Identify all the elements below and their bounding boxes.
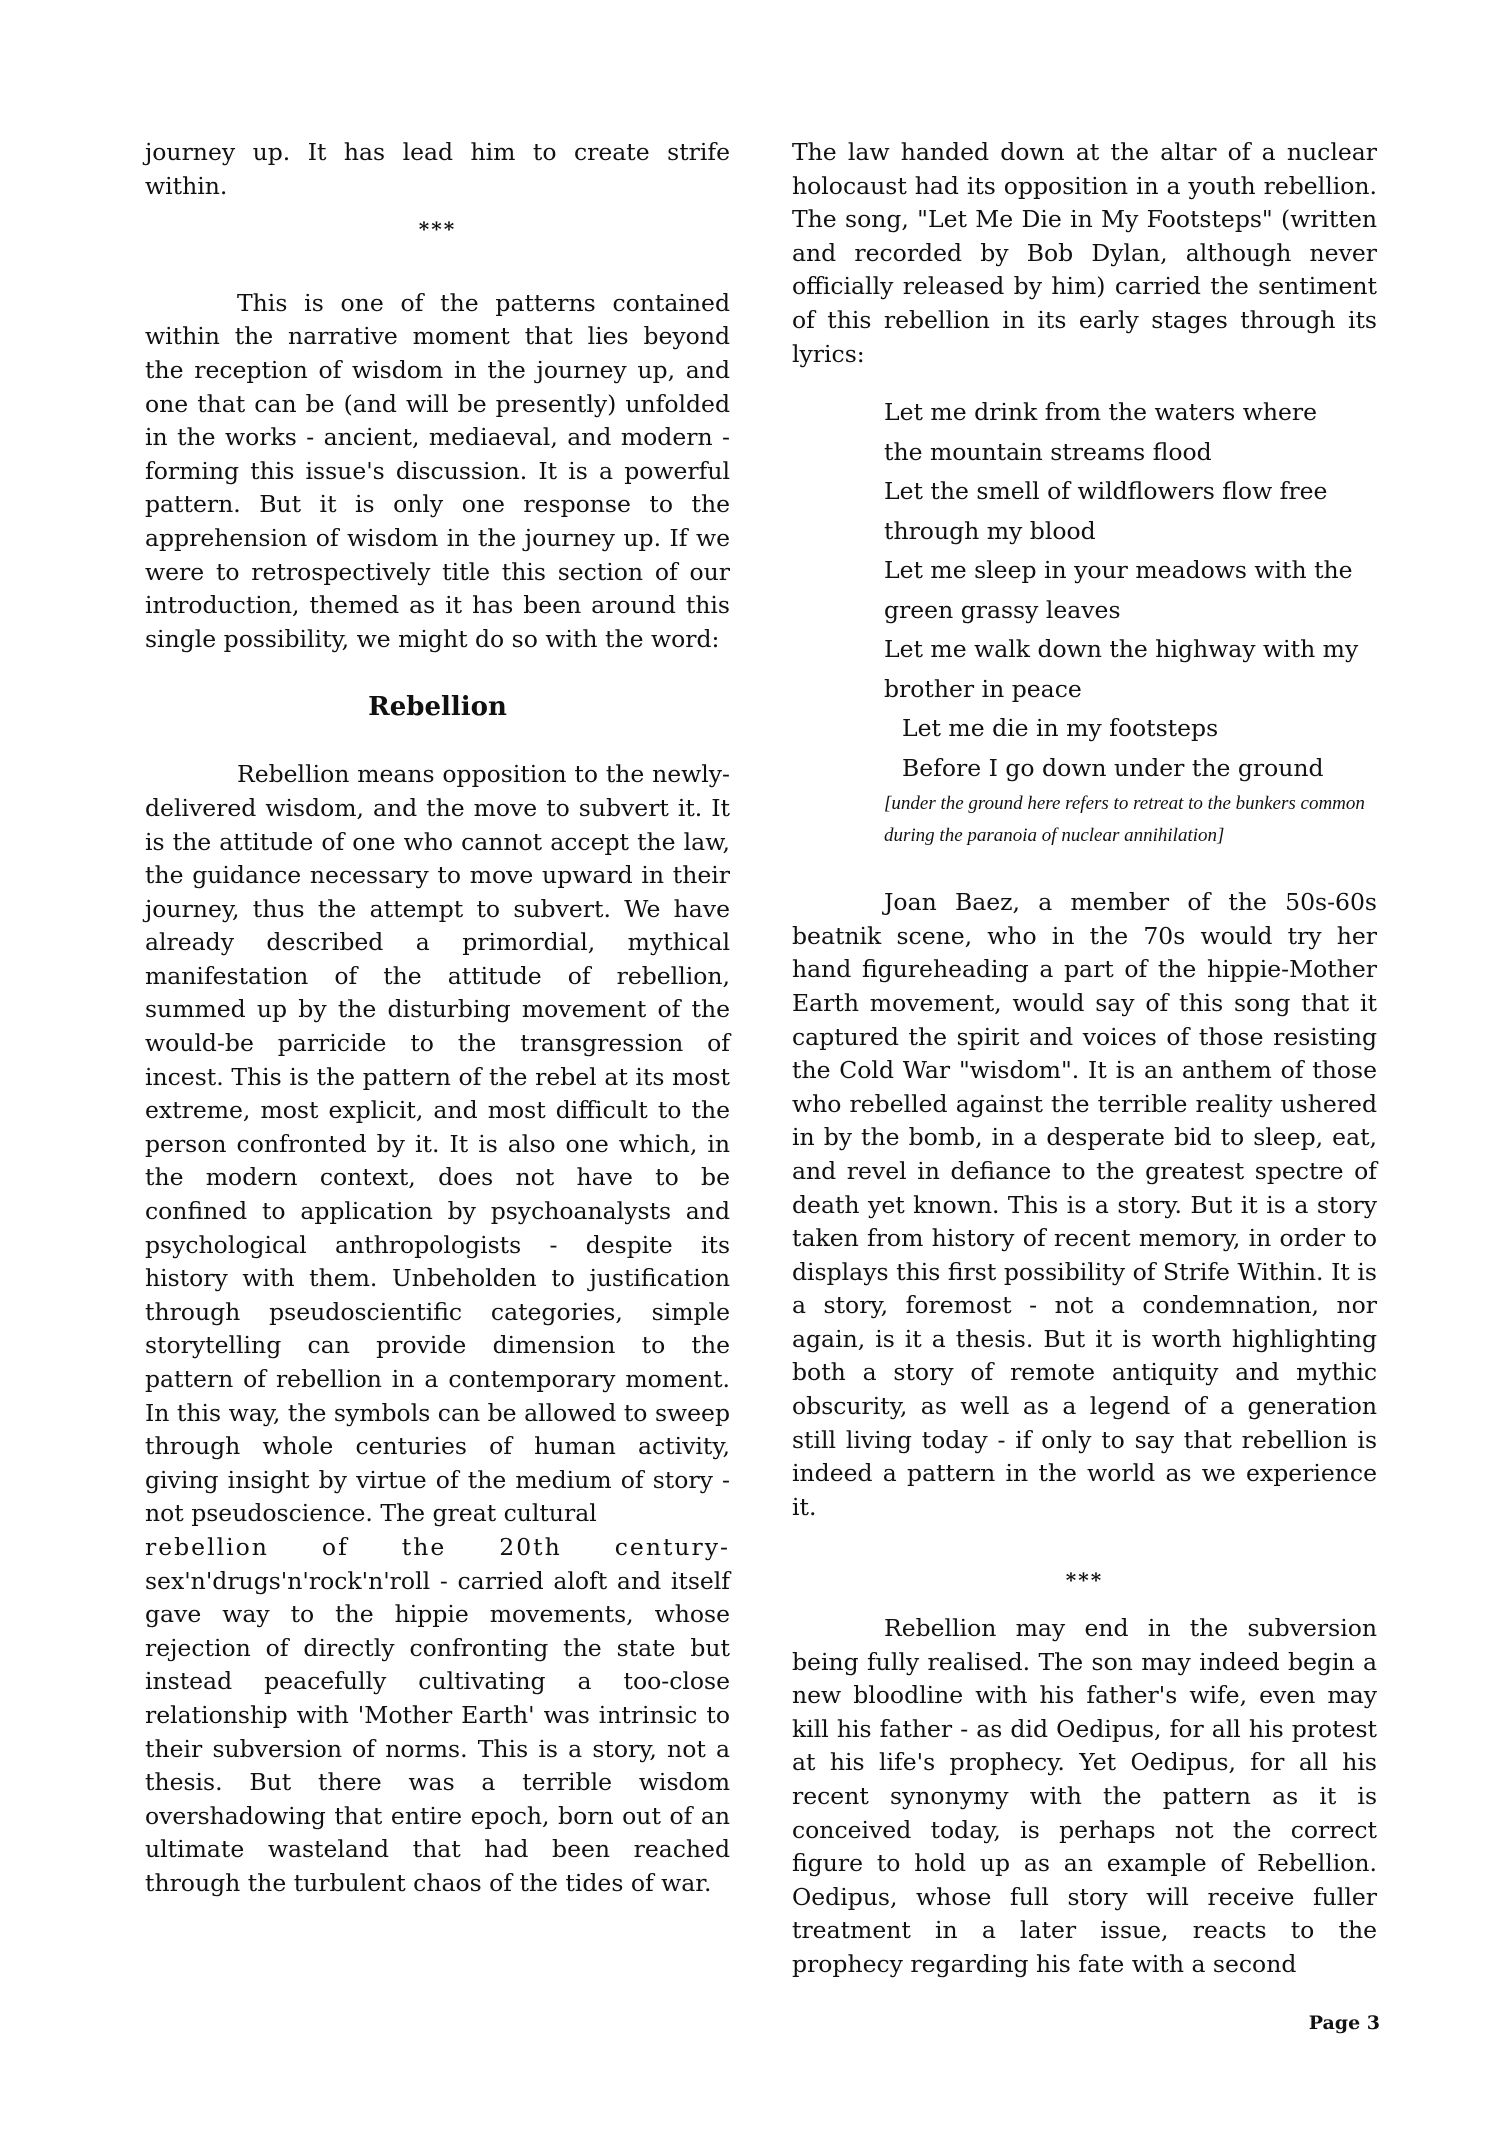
lyric-line: Let me drink from the waters where: [884, 398, 1318, 427]
lyric-refrain-line: Before I go down under the ground: [902, 753, 1324, 782]
section-separator: ***: [418, 217, 457, 242]
lyric-line: green grassy leaves: [884, 595, 1121, 624]
page-number: Page 3: [1308, 2012, 1380, 2034]
lyric-line: Let the smell of wildflowers flow free: [884, 477, 1328, 506]
left-column: [145, 136, 730, 1901]
paragraph-rebellion-continued: sex'n'drugs'n'rock'n'roll - carried aloft and itself gave way to the hippie movements, whose rejection of directly confronting the state but instead peacefully cultivating a too-close relationship with 'Mother Earth' was intrinsic to their subversion of norms. This is a story, not a thesis. But there was a terrible wisdom overshadowing that entire epoch, born out of an ultimate wasteland that had been reached through the turbulent chaos of the tides of war.: [145, 1566, 730, 1897]
lyric-line: the mountain streams flood: [884, 437, 1212, 466]
song-lyrics: [792, 393, 1377, 788]
section-heading-rebellion: Rebellion: [368, 692, 507, 723]
paragraph-continuation: journey up. It has lead him to create strife within.: [145, 138, 730, 200]
paragraph-rebellion: Rebellion means opposition to the newly-delivered wisdom, and the move to subvert it. It is the attitude of one who cannot accept the law, the guidance necessary to move upward in their journey, thus the attempt to subvert. We have already described a primordial, mythical manifestation of the attitude of rebellion, summed up by the disturbing movement of the would-be parricide to the transgression of incest. This is the pattern of the rebel at its most extreme, most explicit, and most difficult to the person confronted by it. It is also one which, in the modern context, does not have to be confined to application by psychoanalysts and psychological anthropologists - despite its history with them. Unbeholden to justification through pseudoscientific categories, simple storytelling can provide dimension to the pattern of rebellion in a contemporary moment. In this way, the symbols can be allowed to sweep through whole centuries of human activity, giving insight by virtue of the medium of story - not pseudoscience. The great cultural: [145, 760, 730, 1528]
right-column: [792, 136, 1377, 1982]
lyric-line: Let me sleep in your meadows with the: [884, 556, 1353, 585]
lyric-refrain-line: Let me die in my footsteps: [902, 714, 1219, 743]
lyric-line: Let me walk down the highway with my: [884, 635, 1359, 664]
paragraph-subversion: Rebellion may end in the subversion being fully realised. The son may indeed begin a new bloodline with his father's wife, even may kill his father - as did Oedipus, for all his protest at his life's prophecy. Yet Oedipus, for all his recent synonymy with the pattern as it is conceived today, is perhaps not the correct figure to hold up as an example of Rebellion. Oedipus, whose full story will receive fuller treatment in a later issue, reacts to the prophecy regarding his fate with a second: [792, 1614, 1377, 1978]
paragraph-law: The law handed down at the altar of a nuclear holocaust had its opposition in a youth rebellion. The song, "Let Me Die in My Footsteps" (written and recorded by Bob Dylan, although never officially released by him) carried the sentiment of this rebellion in its early stages through its lyrics:: [792, 138, 1377, 368]
lyric-line: through my blood: [884, 516, 1096, 545]
lyric-line: brother in peace: [884, 674, 1082, 703]
paragraph-baez: Joan Baez, a member of the 50s-60s beatnik scene, who in the 70s would try her hand figureheading a part of the hippie-Mother Earth movement, would say of this song that it captured the spirit and voices of those resisting the Cold War "wisdom". It is an anthem of those who rebelled against the terrible reality ushered in by the bomb, in a desperate bid to sleep, eat, and revel in defiance to the greatest spectre of death yet known. This is a story. But it is a story taken from history of recent memory, in order to displays this first possibility of Strife Within. It is a story, foremost - not a condemnation, nor again, is it a thesis. But it is worth highlighting both a story of remote antiquity and mythic obscurity, as well as a legend of a generation still living today - if only to say that rebellion is indeed a pattern in the world as we experience it.: [792, 888, 1377, 1521]
section-separator: ***: [1065, 1568, 1104, 1593]
paragraph-rebellion-spread-line: rebellion of the 20th century-: [145, 1532, 730, 1561]
lyrics-note: [under the ground here refers to retreat to the bunkers common during the paranoia of nuclear annihilation]: [884, 793, 1365, 847]
paragraph-patterns: This is one of the patterns contained within the narrative moment that lies beyond the reception of wisdom in the journey up, and one that can be (and will be presently) unfolded in the works - ancient, mediaeval, and modern - forming this issue's discussion. It is a powerful pattern. But it is only one response to the apprehension of wisdom in the journey up. If we were to retrospectively title this section of our introduction, themed as it has been around this single possibility, we might do so with the word:: [145, 288, 730, 653]
